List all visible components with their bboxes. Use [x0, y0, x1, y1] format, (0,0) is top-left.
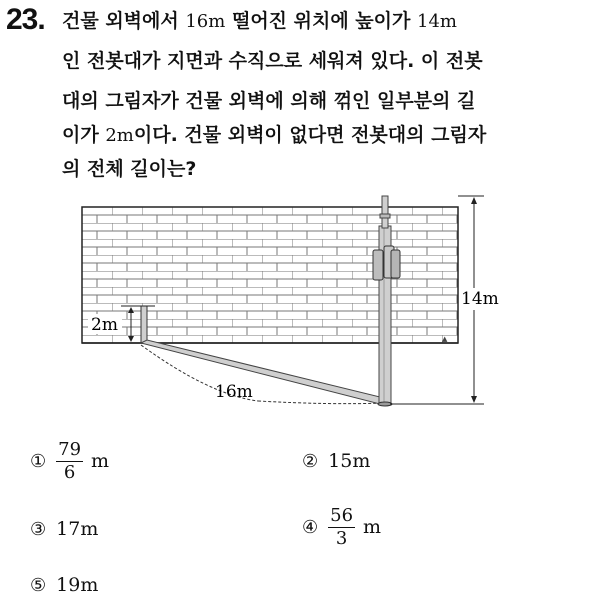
- denominator: 6: [63, 461, 76, 483]
- q-text: 떨어진 위치에 높이가: [225, 10, 417, 32]
- choice-4[interactable]: [302, 506, 381, 549]
- numerator: 56: [330, 505, 354, 526]
- question-line-3: 대의 그림자가 건물 외벽에 의해 꺾인 일부분의 길: [62, 90, 476, 112]
- q-value-2m: 2m: [105, 125, 134, 146]
- choice-mark: ⑤: [30, 574, 47, 596]
- wall-shadow: [141, 306, 147, 343]
- fraction: [56, 440, 83, 483]
- choice-2[interactable]: [302, 450, 370, 472]
- q-text: 건물 외벽에서: [62, 10, 186, 32]
- question-number: 23.: [6, 3, 45, 36]
- choice-mark: ①: [30, 450, 47, 472]
- choice-3[interactable]: [30, 518, 98, 540]
- denominator: 3: [335, 527, 348, 549]
- choice-1[interactable]: [30, 440, 109, 483]
- label-2m: 2m: [91, 315, 118, 335]
- choice-value: 19m: [56, 574, 99, 596]
- choice-mark: ②: [302, 450, 319, 472]
- label-16m: 16m: [215, 382, 253, 402]
- q-text: 이다. 건물 외벽이 없다면 전봇대의 그림자: [133, 124, 487, 146]
- choice-value: 15m: [328, 450, 371, 472]
- choice-mark: ③: [30, 518, 47, 540]
- q-text: 이가: [62, 124, 106, 146]
- choice-value: 17m: [56, 518, 99, 540]
- question-line-5: 의 전체 길이는?: [62, 158, 197, 180]
- brick-wall: [82, 207, 458, 343]
- fraction: [328, 506, 355, 549]
- svg-text:▲: ▲: [442, 335, 448, 343]
- question-line-2: 인 전봇대가 지면과 수직으로 세워져 있다. 이 전봇: [62, 50, 483, 72]
- choice-5[interactable]: [30, 574, 98, 596]
- ground-shadow: [141, 340, 388, 405]
- q-value-14m: 14m: [417, 11, 457, 32]
- unit: m: [363, 516, 382, 539]
- choice-mark: ④: [302, 516, 319, 538]
- label-14m: 14m: [461, 289, 499, 309]
- numerator: 79: [58, 439, 82, 460]
- unit: m: [91, 450, 110, 473]
- q-value-16m: 16m: [185, 11, 226, 32]
